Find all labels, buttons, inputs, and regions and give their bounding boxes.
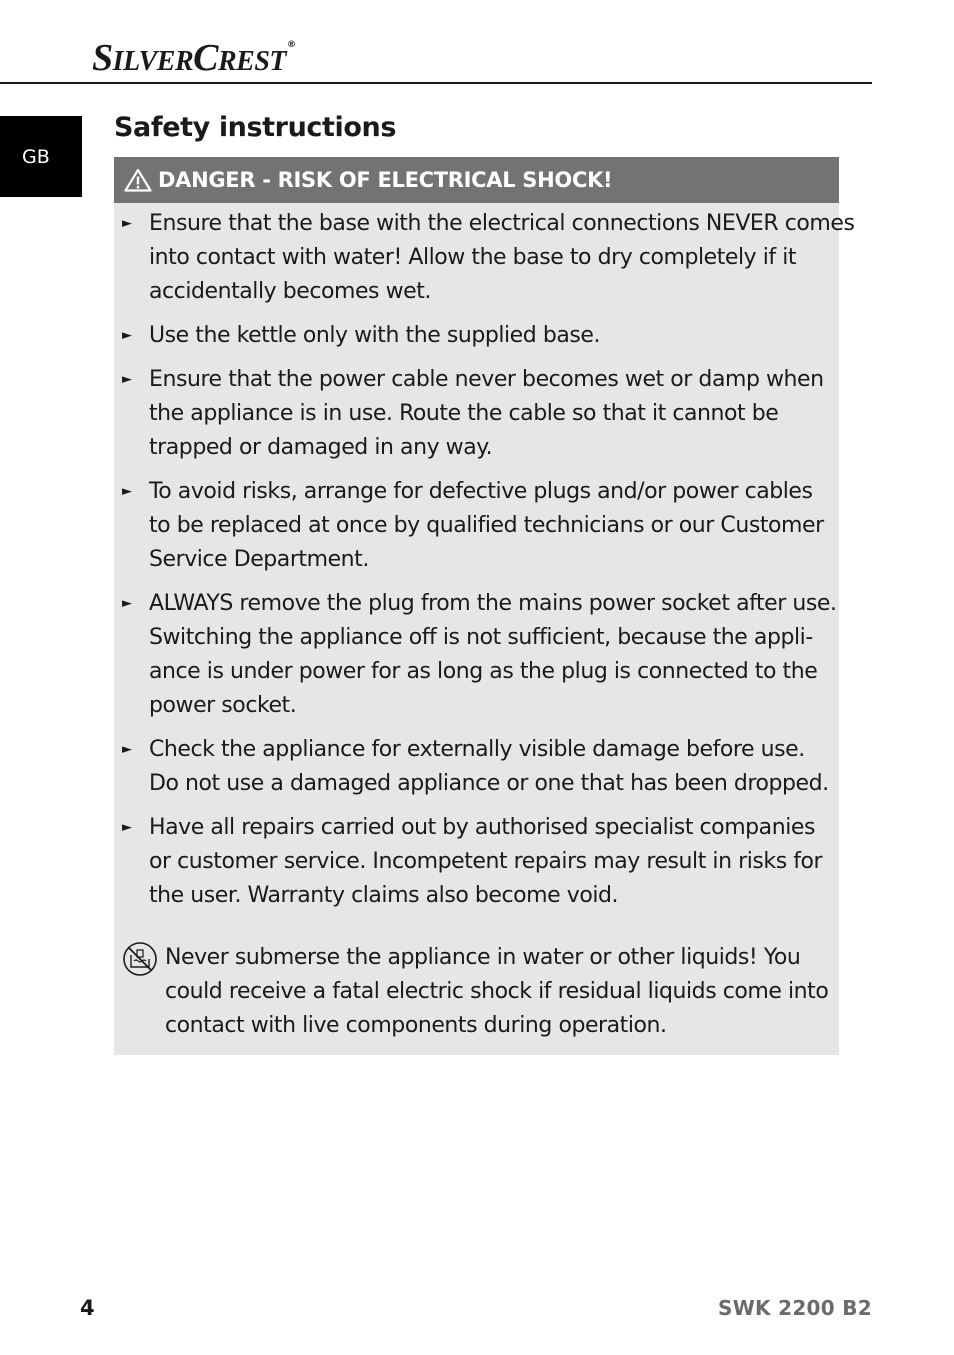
text-line: could receive a fatal electric shock if residual liquids come into — [165, 979, 829, 1004]
list-item-text — [149, 319, 831, 353]
danger-box — [114, 157, 855, 1055]
danger-title: DANGER - RISK OF ELECTRICAL SHOCK! — [158, 168, 613, 192]
text-line: ance is under power for as long as the plug is connected to the — [149, 659, 818, 684]
brand-logo — [92, 36, 296, 80]
text-line: Use the kettle only with the supplied base. — [149, 323, 601, 348]
text-line: To avoid risks, arrange for defective plugs and/or power cables — [149, 479, 813, 504]
brand-part-rest: REST — [218, 46, 287, 77]
bullet-arrow-icon: ► — [122, 742, 132, 757]
text-line: Do not use a damaged appliance or one that has been dropped. — [149, 771, 829, 796]
brand-part-ilver: ILVER — [112, 46, 194, 77]
list-item-text — [149, 363, 831, 465]
text-line: power socket. — [149, 693, 297, 718]
model-number: SWK 2200 B2 — [717, 1296, 872, 1320]
list-item — [114, 811, 839, 913]
text-line: Have all repairs carried out by authorised specialist companies — [149, 815, 815, 840]
bullet-arrow-icon: ► — [122, 328, 132, 343]
list-item — [114, 319, 839, 353]
submerge-warning — [114, 941, 839, 1043]
text-line: the appliance is in use. Route the cable so that it cannot be — [149, 401, 779, 426]
text-line: Service Department. — [149, 547, 369, 572]
text-line: trapped or damaged in any way. — [149, 435, 493, 460]
section-title: Safety instructions — [114, 112, 397, 143]
text-line: ALWAYS remove the plug from the mains power socket after use. — [149, 591, 837, 616]
brand-letter-c: C — [193, 37, 218, 79]
list-item — [114, 733, 839, 801]
warning-triangle-icon — [124, 168, 152, 192]
text-line: Check the appliance for externally visible damage before use. — [149, 737, 805, 762]
bullet-arrow-icon: ► — [122, 820, 132, 835]
list-item — [114, 207, 855, 309]
language-code: GB — [22, 145, 50, 168]
bullet-arrow-icon: ► — [122, 216, 132, 231]
list-item — [114, 475, 839, 577]
text-line: contact with live components during operation. — [165, 1013, 667, 1038]
text-line: to be replaced at once by qualified technicians or our Customer — [149, 513, 824, 538]
list-item-text — [149, 811, 831, 913]
brand-letter-s: S — [92, 37, 113, 79]
text-line: Switching the appliance off is not sufficient, because the appli- — [149, 625, 813, 650]
text-line: accidentally becomes wet. — [149, 279, 431, 304]
bullet-arrow-icon: ► — [122, 372, 132, 387]
header-divider — [0, 82, 872, 84]
bullet-arrow-icon: ► — [122, 484, 132, 499]
text-line: the user. Warranty claims also become void. — [149, 883, 619, 908]
text-line: Ensure that the base with the electrical connections NEVER comes — [149, 211, 855, 236]
text-line: Never submerse the appliance in water or other liquids! You — [165, 945, 801, 970]
text-line: or customer service. Incompetent repairs may result in risks for — [149, 849, 823, 874]
list-item — [114, 363, 839, 465]
registered-mark: ® — [287, 40, 296, 50]
list-item — [114, 587, 839, 723]
danger-header — [114, 157, 839, 203]
bullet-arrow-icon: ► — [122, 596, 132, 611]
language-tab — [0, 116, 82, 197]
text-line: Ensure that the power cable never becomes wet or damp when — [149, 367, 824, 392]
submerge-warning-text — [165, 941, 839, 1043]
page-number: 4 — [80, 1296, 95, 1320]
list-item-text — [149, 587, 837, 723]
list-item-text — [149, 733, 831, 801]
text-line: into contact with water! Allow the base to dry completely if it — [149, 245, 797, 270]
no-submerge-icon — [122, 941, 158, 988]
list-item-text — [149, 207, 855, 309]
list-item-text — [149, 475, 831, 577]
safety-list — [114, 203, 855, 913]
